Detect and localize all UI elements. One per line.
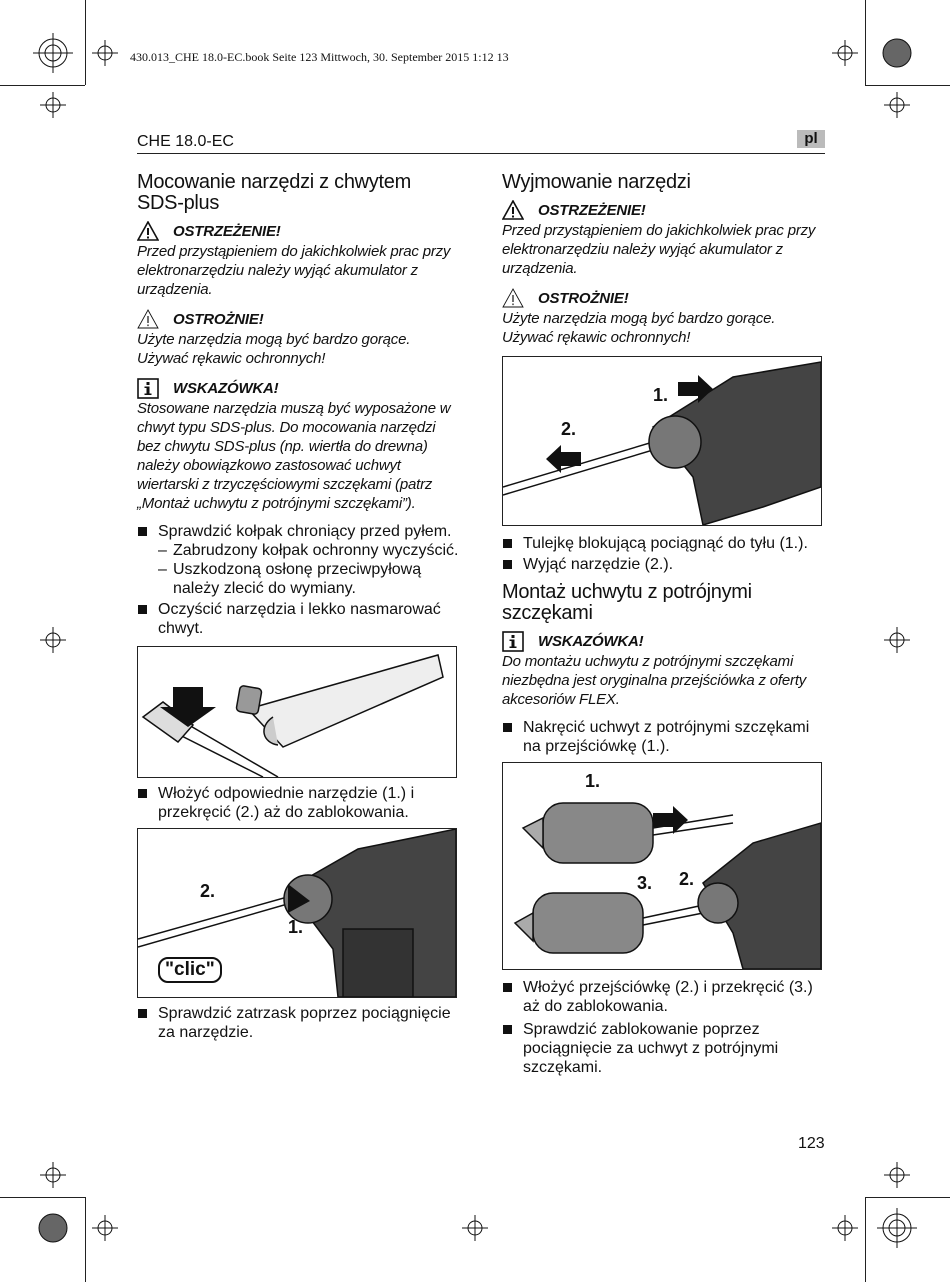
list-item: Sprawdzić zatrzask poprzez pociągnięcie za narzędzie.: [137, 1004, 462, 1042]
list-item: Włożyć przejściówkę (2.) i przekręcić (3.) aż do zablokowania.: [502, 978, 827, 1016]
list-item: Nakręcić uchwyt z potrójnymi szczękami na przejściówkę (1.).: [502, 718, 827, 756]
hint-label: WSKAZÓWKA!: [173, 379, 279, 397]
caution-block: [502, 287, 827, 347]
figure-insert-tool: [137, 828, 457, 998]
warning-text: Przed przystąpieniem do jakichkolwiek prac przy elektronarzędziu należy wyjąć akumulator z urządzenia.: [502, 222, 816, 277]
caution-triangle-icon: [137, 309, 159, 329]
section-title-mounting: Mocowanie narzędzi z chwytem SDS-plus: [137, 171, 411, 214]
figure-remove-tool: [502, 356, 822, 526]
figure-label-3: 3.: [637, 873, 653, 893]
print-header-note: 430.013_CHE 18.0-EC.book Seite 123 Mittwoch, 30. September 2015 1:12 13: [130, 50, 509, 64]
list-item: – Uszkodzoną osłonę przeciwpyłową należy zlecić do wymiany.: [158, 560, 462, 598]
left-column: [137, 172, 462, 1044]
right-column: [502, 172, 827, 1079]
caution-label: OSTROŻNIE!: [173, 310, 264, 328]
hint-block: [502, 630, 827, 709]
list-item: – Zabrudzony kołpak ochronny wyczyścić.: [158, 541, 462, 560]
figure-label-2: 2.: [561, 419, 577, 439]
caution-text: Użyte narzędzia mogą być bardzo gorące. Używać rękawic ochronnych!: [502, 310, 776, 346]
steps-list-3: [137, 1004, 462, 1042]
remove-tool-illustration: [503, 357, 821, 525]
list-item: Tulejkę blokującą pociągnąć do tyłu (1.).: [502, 534, 827, 553]
warning-block: [137, 220, 462, 299]
model-name: CHE 18.0-EC: [137, 133, 234, 150]
figure-label-clic: "clic": [158, 957, 222, 983]
greasing-illustration: [138, 647, 456, 777]
hint-label: WSKAZÓWKA!: [538, 632, 644, 650]
page-number: 123: [798, 1135, 825, 1152]
steps-list-2: [137, 784, 462, 822]
figure-chuck-adapter: [502, 762, 822, 970]
caution-text: Użyte narzędzia mogą być bardzo gorące. Używać rękawic ochronnych!: [137, 331, 411, 367]
figure-label-2: 2.: [679, 869, 695, 889]
caution-label: OSTROŻNIE!: [538, 289, 629, 307]
list-item: Sprawdzić zablokowanie poprzez pociągnięcie za uchwyt z potrójnymi szczękami.: [502, 1020, 827, 1077]
steps-list-4: [502, 534, 827, 574]
hint-text: Stosowane narzędzia muszą być wyposażone w chwyt typu SDS-plus. Do mocowania narzędzi bez chwytu SDS-plus (np. wiertła do drewna) należy obowiązkowo zastosować uchwyt wiertarski z trzyczęściowymi szczękami (patrz „Montaż uchwytu z potrójnymi szczękami”).: [137, 400, 451, 512]
list-item: Włożyć odpowiednie narzędzie (1.) i przekręcić (2.) aż do zablokowania.: [137, 784, 462, 822]
figure-label-2: 2.: [200, 881, 216, 901]
list-item: Wyjąć narzędzie (2.).: [502, 555, 827, 574]
section-title-removal: Wyjmowanie narzędzi: [502, 171, 691, 193]
hint-text: Do montażu uchwytu z potrójnymi szczękami niezbędna jest oryginalna przejściówka z oferty akcesoriów FLEX.: [502, 653, 807, 708]
warning-block: [502, 199, 827, 278]
steps-list-6: [502, 978, 827, 1077]
warning-text: Przed przystąpieniem do jakichkolwiek prac przy elektronarzędziu należy wyjąć akumulator z urządzenia.: [137, 243, 451, 298]
figure-label-1: 1.: [653, 385, 669, 405]
language-tag: pl: [797, 130, 825, 148]
figure-label-1: 1.: [585, 771, 601, 791]
header-rule: [137, 153, 825, 154]
warning-triangle-icon: [502, 200, 524, 220]
figure-greasing: [137, 646, 457, 778]
list-item: Oczyścić narzędzia i lekko nasmarować chwyt.: [137, 600, 462, 638]
steps-list-1: [137, 522, 462, 638]
chuck-adapter-illustration: [503, 763, 821, 969]
info-box-icon: [137, 378, 159, 399]
caution-block: [137, 308, 462, 368]
warning-label: OSTRZEŻENIE!: [538, 201, 646, 219]
list-item: Sprawdzić kołpak chroniący przed pyłem. – Zabrudzony kołpak ochronny wyczyścić. – Uszkodzoną osłonę przeciwpyłową należy zlecić do wymiany.: [137, 522, 462, 598]
steps-list-5: [502, 718, 827, 756]
figure-label-1: 1.: [288, 917, 304, 937]
hint-block: [137, 377, 462, 513]
caution-triangle-icon: [502, 288, 524, 308]
info-box-icon: [502, 631, 524, 652]
section-title-chuck: Montaż uchwytu z potrójnymi szczękami: [502, 581, 752, 624]
warning-label: OSTRZEŻENIE!: [173, 222, 281, 240]
warning-triangle-icon: [137, 221, 159, 241]
